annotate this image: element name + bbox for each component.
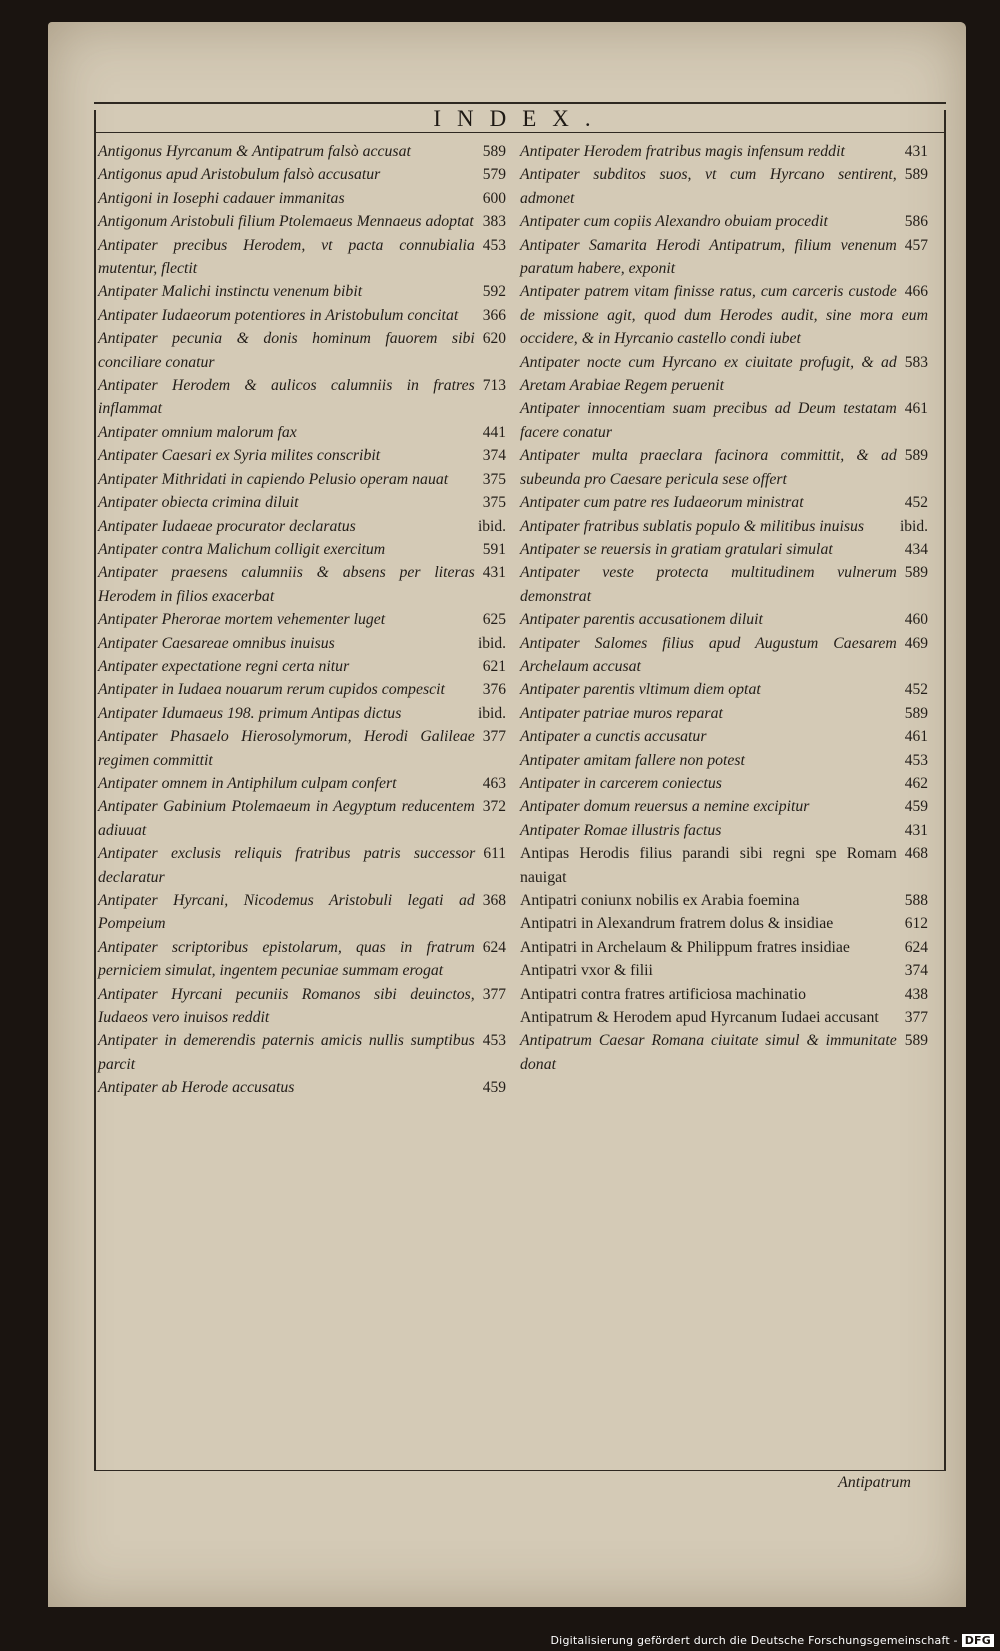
page-reference: 453 xyxy=(904,751,928,769)
page-reference: 453 xyxy=(482,1032,506,1050)
entry-text: Antipater in carcerem coniectus xyxy=(520,774,722,792)
page-header: INDEX. xyxy=(433,106,607,131)
entry-text: Antipater cum patre res Iudaeorum ministrat xyxy=(520,494,804,512)
entry-text: Antigonum Aristobuli filium Ptolemaeus Mennaeus adoptat xyxy=(98,213,474,231)
index-entry xyxy=(98,163,506,186)
page-reference: 377 xyxy=(482,985,506,1003)
index-entry xyxy=(520,632,928,679)
entry-text: Antipater patriae muros reparat xyxy=(520,704,723,722)
page-reference: 713 xyxy=(482,377,506,395)
page-reference: 434 xyxy=(904,540,928,558)
entry-text: Antipater Pherorae mortem vehementer luget xyxy=(98,611,386,629)
index-entry xyxy=(98,234,506,281)
index-entry xyxy=(98,187,506,210)
entry-text: Antipater Samarita Herodi Antipatrum, filium venenum paratum habere, exponit xyxy=(520,236,897,278)
index-entry xyxy=(520,515,928,538)
index-entry xyxy=(520,702,928,725)
page-reference: 366 xyxy=(482,306,506,324)
entry-text: Antipater cum copiis Alexandro obuiam procedit xyxy=(520,213,828,231)
entry-text: Antipater multa praeclara facinora committit, & ad subeunda pro Caesare pericula sese offert xyxy=(520,447,897,488)
page-reference: 438 xyxy=(904,985,928,1003)
page-reference: 589 xyxy=(904,1032,928,1050)
entry-text: Antipatri coniunx nobilis ex Arabia foemina xyxy=(520,892,800,909)
page-reference: 377 xyxy=(482,728,506,746)
page-reference: 461 xyxy=(904,400,928,418)
page-reference: 374 xyxy=(482,447,506,465)
page-reference: 589 xyxy=(904,704,928,722)
entry-text: Antipater scriptoribus epistolarum, quas in fratrum perniciem simulat, ingentem pecuniae summam erogat xyxy=(98,938,475,980)
page-reference: 383 xyxy=(482,213,506,231)
entry-text: Antipater exclusis reliquis fratribus patris successor declaratur xyxy=(98,845,476,886)
index-entry xyxy=(98,280,506,303)
page-reference: 459 xyxy=(904,798,928,816)
index-entry xyxy=(520,538,928,561)
index-entry xyxy=(98,678,506,701)
index-entry xyxy=(98,1029,506,1076)
page-reference: 459 xyxy=(482,1079,506,1097)
entry-text: Antipater ab Herode accusatus xyxy=(98,1079,295,1097)
index-entry xyxy=(98,889,506,936)
page-reference: 589 xyxy=(482,143,506,160)
index-entry xyxy=(520,772,928,795)
entry-text: Antipater patrem vitam finisse ratus, cum carceris custode de missione agit, quod dum Herodes audit, sine mora eum occidere, & in Hyrcanio castello condi iubet xyxy=(520,283,928,348)
entry-text: Antipater Hyrcani pecuniis Romanos sibi deuinctos, Iudaeos vero inuisos reddit xyxy=(98,985,475,1027)
index-entry xyxy=(520,983,928,1006)
entry-text: Antipater Iudaeorum potentiores in Aristobulum concitat xyxy=(98,306,459,324)
page-reference: 589 xyxy=(904,564,928,582)
index-entry xyxy=(520,936,928,959)
index-entry xyxy=(98,374,506,421)
entry-text: Antipater Hyrcani, Nicodemus Aristobuli legati ad Pompeium xyxy=(98,892,475,933)
entry-text: Antipater obiecta crimina diluit xyxy=(98,494,299,512)
book-page xyxy=(48,22,966,1607)
entry-text: Antipater Caesari ex Syria milites conscribit xyxy=(98,447,381,465)
index-entry xyxy=(520,280,928,350)
page-reference: 374 xyxy=(904,962,928,980)
index-entry xyxy=(98,632,506,655)
page-reference: 624 xyxy=(482,938,506,956)
entry-text: Antipatri vxor & filii xyxy=(520,962,653,980)
index-entry xyxy=(98,421,506,444)
entry-text: Antipater a cunctis accusatur xyxy=(520,728,707,746)
entry-text: Antipater in demerendis paternis amicis nullis sumptibus parcit xyxy=(98,1032,475,1073)
entry-text: Antipater precibus Herodem, vt pacta connubialia mutentur, flectit xyxy=(98,236,475,278)
index-entry xyxy=(520,889,928,912)
entry-text: Antipater nocte cum Hyrcano ex ciuitate profugit, & ad Aretam Arabiae Regem peruenit xyxy=(520,353,897,395)
page-reference: 431 xyxy=(482,564,506,582)
index-entry xyxy=(520,795,928,818)
index-entry xyxy=(520,140,928,163)
page-reference: 620 xyxy=(482,330,506,348)
index-column-left xyxy=(98,140,506,1100)
page-reference: ibid. xyxy=(478,517,506,535)
header-rule-top xyxy=(94,102,946,104)
page-reference: 466 xyxy=(904,283,928,301)
index-entry xyxy=(520,912,928,935)
entry-text: Antipatri in Alexandrum fratrem dolus & insidiae xyxy=(520,915,834,933)
page-reference: 591 xyxy=(482,540,506,558)
page-reference: 579 xyxy=(482,166,506,184)
entry-text: Antipater in Iudaea nouarum rerum cupidos compescit xyxy=(98,681,445,699)
index-entry xyxy=(98,304,506,327)
index-entry xyxy=(98,842,506,889)
page-reference: 453 xyxy=(482,236,506,254)
index-entry xyxy=(98,795,506,842)
index-entry xyxy=(98,210,506,233)
page-reference: 589 xyxy=(904,447,928,465)
page-reference: 600 xyxy=(482,189,506,207)
entry-text: Antipater Phasaelo Hierosolymorum, Herodi Galileae regimen committit xyxy=(98,728,475,769)
index-column-right xyxy=(520,140,928,1076)
page-reference: 589 xyxy=(904,166,928,184)
entry-text: Antipater omnem in Antiphilum culpam confert xyxy=(98,774,397,792)
entry-text: Antipater Iudaeae procurator declaratus xyxy=(98,517,356,535)
page-reference: 468 xyxy=(904,845,928,863)
entry-text: Antipater domum reuersus a nemine excipitur xyxy=(520,798,810,816)
entry-text: Antipatri contra fratres artificiosa machinatio xyxy=(520,985,806,1003)
entry-text: Antipatrum Caesar Romana ciuitate simul & immunitate donat xyxy=(520,1032,897,1073)
entry-text: Antipatrum & Herodem apud Hyrcanum Iudaei accusant xyxy=(520,1009,879,1027)
index-entry xyxy=(520,234,928,281)
entry-text: Antipater Malichi instinctu venenum bibit xyxy=(98,283,363,301)
page-reference: 375 xyxy=(482,470,506,488)
page-reference: 431 xyxy=(904,143,928,160)
index-entry xyxy=(520,561,928,608)
catchword: Antipatrum xyxy=(838,1474,911,1491)
page-reference: 621 xyxy=(482,657,506,675)
page-reference: 377 xyxy=(904,1009,928,1027)
entry-text: Antipater fratribus sublatis populo & militibus inuisus xyxy=(520,517,865,535)
index-entry xyxy=(98,936,506,983)
entry-text: Antipater Idumaeus 198. primum Antipas dictus xyxy=(98,704,402,722)
entry-text: Antipater parentis accusationem diluit xyxy=(520,611,763,629)
index-entry xyxy=(520,1029,928,1076)
page-reference: 625 xyxy=(482,611,506,629)
page-reference: ibid. xyxy=(478,634,506,652)
entry-text: Antipater Caesareae omnibus inuisus xyxy=(98,634,335,652)
entry-text: Antipater Gabinium Ptolemaeum in Aegyptum reducentem adiuuat xyxy=(98,798,475,839)
index-entry xyxy=(520,678,928,701)
index-entry xyxy=(98,515,506,538)
index-entry xyxy=(520,608,928,631)
page-reference: 460 xyxy=(904,611,928,629)
index-entry xyxy=(520,397,928,444)
index-entry xyxy=(98,140,506,163)
index-entry xyxy=(98,491,506,514)
index-entry xyxy=(520,959,928,982)
page-reference: 375 xyxy=(482,494,506,512)
page-reference: 469 xyxy=(904,634,928,652)
entry-text: Antipater contra Malichum colligit exercitum xyxy=(98,540,386,558)
index-entry xyxy=(520,819,928,842)
digitization-credit xyxy=(551,1634,994,1647)
dfg-logo: DFG xyxy=(962,1634,994,1647)
page-reference: 588 xyxy=(904,892,928,909)
index-entry xyxy=(98,702,506,725)
page-reference: 461 xyxy=(904,728,928,746)
page-reference: 372 xyxy=(482,798,506,816)
entry-text: Antipater amitam fallere non potest xyxy=(520,751,745,769)
index-entry xyxy=(520,725,928,748)
index-entry xyxy=(98,772,506,795)
entry-text: Antipater expectatione regni certa nitur xyxy=(98,657,350,675)
entry-text: Antipas Herodis filius parandi sibi regni spe Romam nauigat xyxy=(520,845,897,886)
entry-text: Antipatri in Archelaum & Philippum fratres insidiae xyxy=(520,938,850,956)
entry-text: Antipater Herodem & aulicos calumniis in fratres inflammat xyxy=(98,377,475,418)
page-reference: 583 xyxy=(904,353,928,371)
page-reference: 462 xyxy=(904,774,928,792)
entry-text: Antipater innocentiam suam precibus ad Deum testatam facere conatur xyxy=(520,400,897,441)
page-reference: 452 xyxy=(904,681,928,699)
page-reference: 463 xyxy=(482,774,506,792)
entry-text: Antipater pecunia & donis hominum fauorem sibi conciliare conatur xyxy=(98,330,475,371)
entry-text: Antipater veste protecta multitudinem vulnerum demonstrat xyxy=(520,564,897,605)
page-reference: 611 xyxy=(483,845,506,863)
credit-text: Digitalisierung gefördert durch die Deutsche Forschungsgemeinschaft - xyxy=(550,1634,958,1647)
entry-text: Antipater Romae illustris factus xyxy=(520,821,722,839)
index-entry xyxy=(520,1006,928,1029)
index-entry xyxy=(98,655,506,678)
page-reference: 376 xyxy=(482,681,506,699)
entry-text: Antigonus apud Aristobulum falsò accusatur xyxy=(98,166,381,184)
entry-text: Antipater Mithridati in capiendo Pelusio operam nauat xyxy=(98,470,449,488)
index-entry xyxy=(98,561,506,608)
index-entry xyxy=(98,327,506,374)
entry-text: Antigonus Hyrcanum & Antipatrum falsò accusat xyxy=(98,143,411,160)
index-entry xyxy=(520,351,928,398)
entry-text: Antipater Herodem fratribus magis infensum reddit xyxy=(520,143,845,160)
index-entry xyxy=(520,444,928,491)
index-entry xyxy=(520,491,928,514)
page-reference: 452 xyxy=(904,494,928,512)
page-reference: 586 xyxy=(904,213,928,231)
index-entry xyxy=(98,538,506,561)
page-reference: 441 xyxy=(482,423,506,441)
index-entry xyxy=(98,725,506,772)
index-entry xyxy=(520,749,928,772)
index-entry xyxy=(520,842,928,889)
page-reference: 612 xyxy=(904,915,928,933)
entry-text: Antipater se reuersis in gratiam gratulari simulat xyxy=(520,540,833,558)
index-entry xyxy=(520,210,928,233)
page-reference: ibid. xyxy=(900,517,928,535)
entry-text: Antigoni in Iosephi cadauer immanitas xyxy=(98,189,345,207)
entry-text: Antipater Salomes filius apud Augustum Caesarem Archelaum accusat xyxy=(520,634,897,675)
entry-text: Antipater parentis vltimum diem optat xyxy=(520,681,761,699)
page-reference: 368 xyxy=(482,892,506,909)
entry-text: Antipater omnium malorum fax xyxy=(98,423,297,441)
index-entry xyxy=(98,983,506,1030)
page-reference: 592 xyxy=(482,283,506,301)
page-reference: 624 xyxy=(904,938,928,956)
index-entry xyxy=(520,163,928,210)
page-reference: ibid. xyxy=(478,704,506,722)
index-entry xyxy=(98,1076,506,1099)
index-entry xyxy=(98,468,506,491)
index-entry xyxy=(98,608,506,631)
index-entry xyxy=(98,444,506,467)
page-reference: 457 xyxy=(904,236,928,254)
entry-text: Antipater subditos suos, vt cum Hyrcano sentirent, admonet xyxy=(520,166,897,207)
page-reference: 431 xyxy=(904,821,928,839)
entry-text: Antipater praesens calumniis & absens per literas Herodem in filios exacerbat xyxy=(98,564,475,605)
